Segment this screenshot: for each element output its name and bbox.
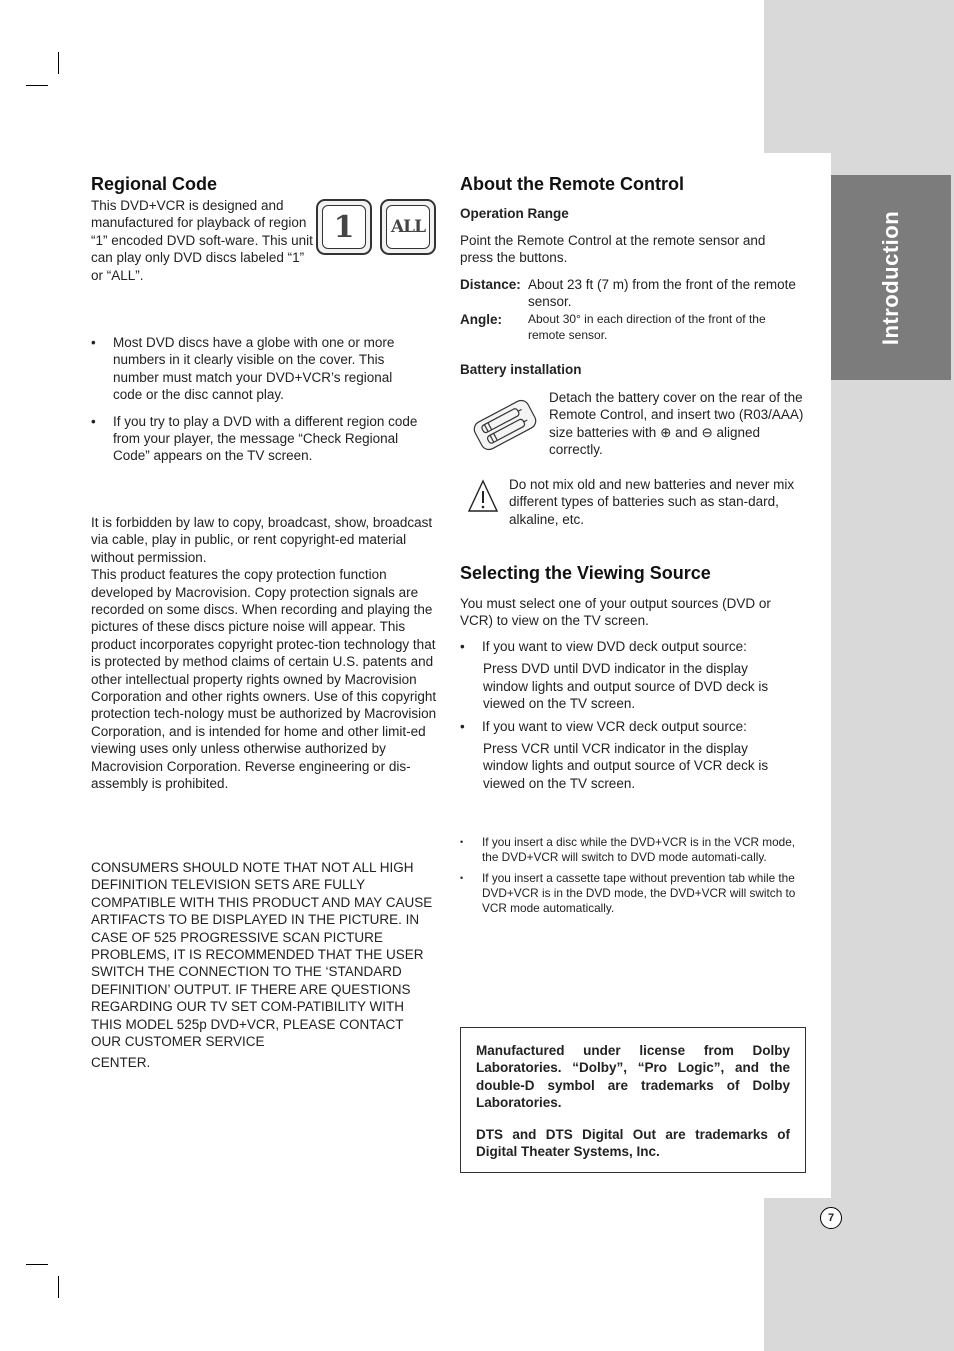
regional-code-heading: Regional Code bbox=[91, 174, 218, 194]
macrovision-paragraph: This product features the copy protection function developed by Macrovision. Copy protection signals are recorded on some discs. When recording and playing the pictures of these discs picture noise will appear. This product incorporates copyright protec-tion technology that is protected by method claims of certain U.S. patents and other intellectual property rights owned by Macrovision Corporation and other rights owners. Use of this copyright protection tech-nology must be authorized by Macrovision Corporation, and is intended for home and other limit-ed viewing uses only unless otherwise authorized by Macrovision Corporation. Reverse engineering or dis-assembly is prohibited. bbox=[91, 567, 437, 792]
battery-instructions bbox=[549, 389, 807, 459]
vcr-source-detail: Press VCR until VCR indicator in the display window lights and output source of VCR deck is viewed on the TV screen. bbox=[483, 741, 769, 791]
battery-warning-text: Do not mix old and new batteries and never mix different types of batteries such as stan-dard, alkaline, etc. bbox=[509, 477, 795, 527]
section-tab bbox=[831, 175, 951, 380]
viewing-source-notes bbox=[460, 835, 808, 916]
distance-label: Distance: bbox=[460, 277, 521, 292]
angle-label: Angle: bbox=[460, 311, 502, 327]
consumers-tail: CENTER. bbox=[91, 1055, 151, 1071]
remote-control-heading: About the Remote Control bbox=[460, 174, 684, 194]
note-item: • If you insert a disc while the DVD+VCR is in the VCR mode, the DVD+VCR will switch to DVD mode automati-cally. bbox=[460, 835, 808, 865]
battery-text-part-a: Detach the battery cover on the rear of the Remote Control, and insert two (R03/AAA) size batteries with bbox=[549, 390, 804, 440]
battery-text-part-b: aligned correctly. bbox=[549, 424, 761, 458]
region-badges bbox=[316, 199, 436, 255]
vcr-source-item: • If you want to view VCR deck output source: bbox=[460, 718, 790, 735]
note-item: • If you insert a cassette tape without prevention tab while the DVD+VCR is in the DVD mode, the DVD+VCR will switch to VCR mode automatically. bbox=[460, 871, 808, 916]
page-number: 7 bbox=[820, 1207, 842, 1229]
operation-range-heading: Operation Range bbox=[460, 206, 569, 221]
gray-margin-top bbox=[764, 0, 954, 153]
warning-icon bbox=[467, 479, 499, 513]
distance-row bbox=[460, 276, 805, 311]
list-item: • If you try to play a DVD with a different region code from your player, the message “Check Regional Code” appears on the TV screen. bbox=[91, 413, 421, 465]
copyright-paragraph: It is forbidden by law to copy, broadcast, show, broadcast via cable, play in public, or rent copyright-ed material without permission. bbox=[91, 515, 433, 565]
angle-row bbox=[460, 311, 805, 344]
gray-margin-bottom bbox=[764, 1198, 954, 1351]
dolby-trademark-text: Manufactured under license from Dolby Laboratories. “Dolby”, “Pro Logic”, and the double-D symbol are trademarks of Dolby Laboratories. bbox=[476, 1043, 790, 1111]
trademark-box bbox=[460, 1027, 806, 1173]
dvd-source-detail: Press DVD until DVD indicator in the display window lights and output source of DVD deck is viewed on the TV screen. bbox=[483, 661, 769, 712]
region-all-label: ALL bbox=[386, 205, 430, 249]
minus-symbol-icon: ⊖ bbox=[701, 424, 713, 440]
viewing-source-steps bbox=[460, 638, 790, 792]
list-item: • Most DVD discs have a globe with one or more numbers in it clearly visible on the cover. This number must match your DVD+VCR’s regional code or the disc cannot play. bbox=[91, 334, 421, 404]
plus-symbol-icon: ⊕ bbox=[660, 424, 672, 440]
consumers-text: CONSUMERS SHOULD NOTE THAT NOT ALL HIGH DEFINITION TELEVISION SETS ARE FULLY COMPATIBLE WITH THIS PRODUCT AND MAY CAUSE ARTIFACTS TO BE DISPLAYED IN THE PICTURE. IN CASE OF 525 PROGRESSIVE SCAN PICTURE PROBLEMS, IT IS RECOMMENDED THAT THE USER SWITCH THE CONNECTION TO THE ‘STANDARD DEFINITION’ OUTPUT. IF THERE ARE QUESTIONS REGARDING OUR TV SET COM-PATIBILITY WITH THIS MODEL 525p DVD+VCR, PLEASE CONTACT OUR CUSTOMER SERVICE bbox=[91, 860, 433, 1050]
region-1-icon bbox=[316, 199, 372, 255]
region-1-label: 1 bbox=[322, 205, 366, 249]
crop-mark bbox=[26, 85, 48, 86]
angle-value: About 30° in each direction of the front of the remote sensor. bbox=[528, 311, 766, 343]
consumers-notice bbox=[91, 859, 433, 1072]
distance-value: About 23 ft (7 m) from the front of the remote sensor. bbox=[528, 277, 796, 310]
crop-mark bbox=[26, 1264, 48, 1265]
viewing-source-intro: You must select one of your output sources (DVD or VCR) to view on the TV screen. bbox=[460, 596, 771, 629]
crop-mark bbox=[58, 1276, 59, 1298]
regional-bullets bbox=[91, 334, 421, 465]
copyright-section bbox=[91, 514, 439, 793]
regional-code-intro: This DVD+VCR is designed and manufactured for playback of region “1” encoded DVD soft-ware. This unit can play only DVD discs labeled “1” or “ALL”. bbox=[91, 198, 313, 283]
operation-range-text: Point the Remote Control at the remote sensor and press the buttons. bbox=[460, 233, 766, 266]
dvd-source-item: • If you want to view DVD deck output source: bbox=[460, 638, 790, 655]
viewing-source-heading: Selecting the Viewing Source bbox=[460, 563, 711, 583]
range-specs bbox=[460, 276, 805, 344]
dts-trademark-text: DTS and DTS Digital Out are trademarks of Digital Theater Systems, Inc. bbox=[476, 1126, 790, 1160]
crop-mark bbox=[58, 52, 59, 74]
remote-battery-icon bbox=[469, 394, 541, 456]
battery-text-and: and bbox=[675, 424, 698, 440]
battery-heading: Battery installation bbox=[460, 362, 582, 377]
section-tab-label: Introduction bbox=[878, 210, 903, 345]
region-all-icon bbox=[380, 199, 436, 255]
